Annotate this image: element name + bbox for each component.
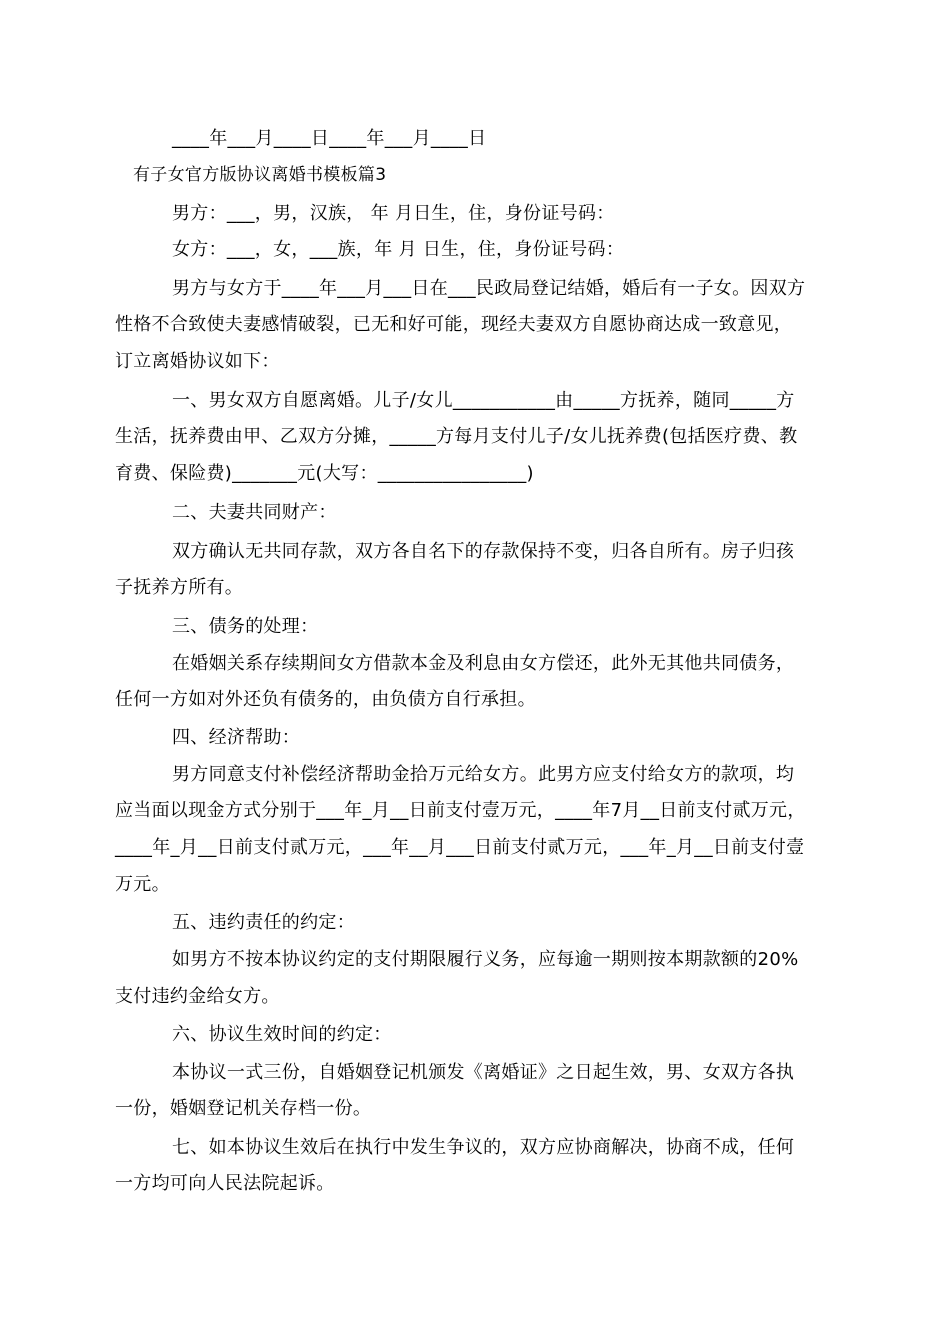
clause-line: 万元。 — [115, 874, 170, 895]
clause-line: 一方均可向人民法院起诉。 — [115, 1173, 335, 1194]
clause-line: 生活，抚养费由甲、乙双方分摊，_____方每月支付儿子/女儿抚养费(包括医疗费、教 — [115, 426, 798, 447]
date-line: ____年___月____日____年___月____日 — [172, 128, 487, 149]
clause-line: 子抚养方所有。 — [115, 577, 244, 598]
clause-heading: 四、经济帮助： — [172, 727, 301, 748]
clause-heading: 二、夫妻共同财产： — [172, 502, 337, 523]
clause-heading: 五、违约责任的约定： — [172, 912, 355, 933]
section-title: 有子女官方版协议离婚书模板篇3 — [133, 165, 387, 185]
clause-line: 支付违约金给女方。 — [115, 986, 280, 1007]
clause-line: 本协议一式三份，自婚姻登记机颁发《离婚证》之日起生效，男、女双方各执 — [172, 1062, 795, 1083]
clause-line: 任何一方如对外还负有债务的，由负债方自行承担。 — [115, 689, 536, 710]
clause-line: 男方同意支付补偿经济帮助金拾万元给女方。此男方应支付给女方的款项，均 — [172, 764, 795, 785]
female-party-line: 女方：___，女，___族，年 月 日生，住，身份证号码： — [172, 239, 625, 260]
clause-line: 育费、保险费)_______元(大写：________________) — [115, 463, 534, 484]
clause-line: 一份，婚姻登记机关存档一份。 — [115, 1098, 372, 1119]
clause-line: ____年_月__日前支付贰万元，___年__月___日前支付贰万元，___年_月__日前支付壹 — [115, 837, 805, 858]
clause-line: 如男方不按本协议约定的支付期限履行义务，应每逾一期则按本期款额的20% — [172, 949, 799, 970]
clause-heading: 六、协议生效时间的约定： — [172, 1024, 392, 1045]
paragraph-line: 订立离婚协议如下： — [115, 351, 280, 372]
clause-line: 七、如本协议生效后在执行中发生争议的，双方应协商解决，协商不成，任何 — [172, 1137, 795, 1158]
clause-heading: 三、债务的处理： — [172, 616, 319, 637]
clause-line: 双方确认无共同存款，双方各自名下的存款保持不变，归各自所有。房子归孩 — [172, 541, 795, 562]
clause-line: 应当面以现金方式分别于___年_月__日前支付壹万元，____年7月__日前支付贰万元， — [115, 800, 806, 821]
clause-line: 一、男女双方自愿离婚。儿子/女儿___________由_____方抚养，随同_____方 — [172, 390, 795, 411]
male-party-line: 男方：___，男，汉族， 年 月日生，住，身份证号码： — [172, 203, 615, 224]
paragraph-line: 性格不合致使夫妻感情破裂，已无和好可能，现经夫妻双方自愿协商达成一致意见， — [115, 314, 793, 335]
paragraph-line: 男方与女方于____年___月___日在___民政局登记结婚，婚后有一子女。因双方 — [172, 278, 806, 299]
clause-line: 在婚姻关系存续期间女方借款本金及利息由女方偿还，此外无其他共同债务， — [172, 653, 795, 674]
